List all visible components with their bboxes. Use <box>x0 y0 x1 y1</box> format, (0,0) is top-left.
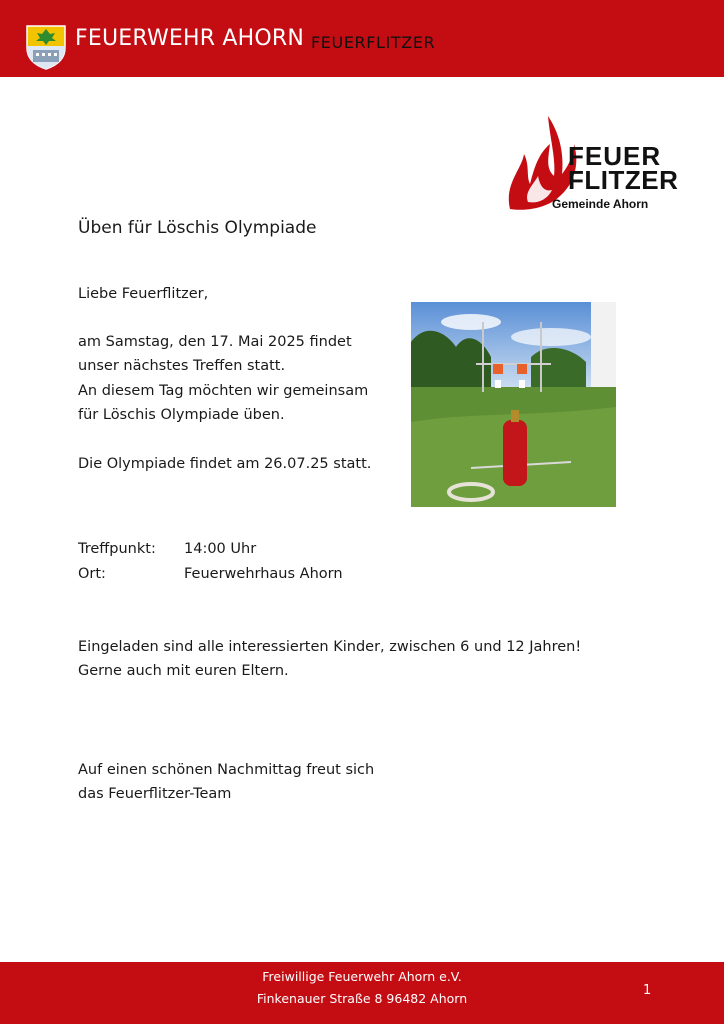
invitation-text: Gerne auch mit euren Eltern. <box>78 663 289 679</box>
header-bar <box>0 0 724 77</box>
treffpunkt-value: 14:00 Uhr <box>184 541 257 557</box>
ort-value: Feuerwehrhaus Ahorn <box>184 566 343 582</box>
logo-text-flitzer: FLITZER <box>568 165 679 195</box>
logo-text-gemeinde: Gemeinde Ahorn <box>552 197 649 211</box>
greeting-text: Liebe Feuerflitzer, <box>78 286 209 302</box>
footer-address: Finkenauer Straße 8 96482 Ahorn <box>256 991 468 1006</box>
olympiade-note: Die Olympiade findet am 26.07.25 statt. <box>78 456 372 472</box>
closing-text: das Feuerflitzer-Team <box>78 786 232 802</box>
body-text-line: An diesem Tag möchten wir gemeinsam <box>78 383 369 399</box>
body-text-line: unser nächstes Treffen statt. <box>78 358 286 374</box>
ort-label: Ort: <box>78 566 106 582</box>
header-title: FEUERWEHR AHORN <box>75 26 305 51</box>
coat-of-arms-icon <box>25 24 67 70</box>
closing-text: Auf einen schönen Nachmittag freut sich <box>78 762 375 778</box>
footer-bar <box>0 962 724 1024</box>
header-subtitle: FEUERFLITZER <box>311 33 436 52</box>
body-text-line: am Samstag, den 17. Mai 2025 findet <box>78 334 352 350</box>
document-title: Üben für Löschis Olympiade <box>78 218 317 238</box>
page-number: 1 <box>643 983 652 998</box>
treffpunkt-label: Treffpunkt: <box>78 541 156 557</box>
body-text-line: für Löschis Olympiade üben. <box>78 407 285 423</box>
invitation-text: Eingeladen sind alle interessierten Kinder, zwischen 6 und 12 Jahren! <box>78 639 582 655</box>
footer-organization: Freiwillige Feuerwehr Ahorn e.V. <box>262 969 462 984</box>
logo-text-feuer: FEUER <box>568 141 662 171</box>
training-photo <box>411 302 616 507</box>
